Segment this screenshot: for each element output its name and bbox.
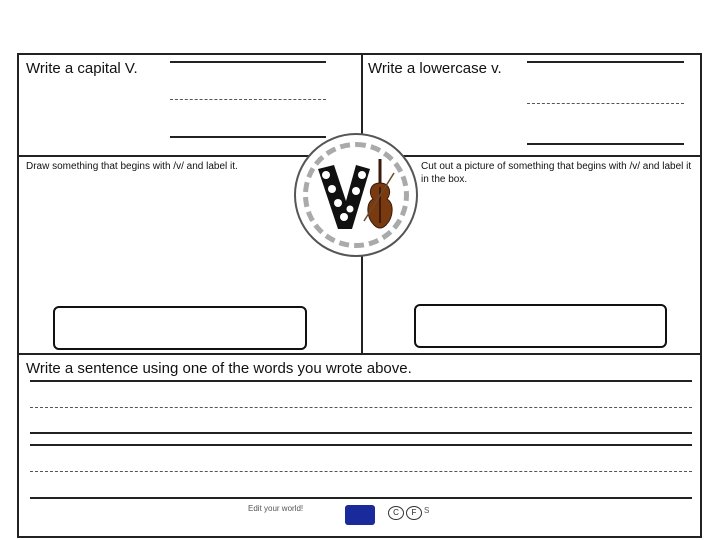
footer-text: Edit your world! [248,504,304,513]
sentence-line-1-base [30,432,692,434]
capital-v-prompt: Write a capital V. [26,60,138,77]
violin-icon [294,133,418,257]
capital-v-mid-line [170,99,326,100]
mark-s: S [424,506,430,515]
sentence-line-2-mid [30,471,692,472]
sentence-line-2-top [30,444,692,446]
lowercase-v-mid-line [527,103,684,104]
capital-v-top-line [170,61,326,63]
draw-label-box[interactable] [53,306,307,350]
letter-badge [294,133,418,257]
horizontal-divider-bottom [19,353,700,355]
cut-label-box[interactable] [414,304,667,348]
sentence-line-2-base [30,497,692,499]
sentence-line-1-mid [30,407,692,408]
sentence-line-1-top [30,380,692,382]
lowercase-v-base-line [527,143,684,145]
mark-f: F [406,506,422,520]
lowercase-v-prompt: Write a lowercase v. [368,60,502,77]
sentence-prompt: Write a sentence using one of the words you wrote above. [26,360,412,377]
draw-prompt: Draw something that begins with /v/ and label it. [26,161,238,172]
worksheet [17,53,702,538]
lowercase-v-top-line [527,61,684,63]
cut-prompt: Cut out a picture of something that begins with /v/ and label it in the box. [421,161,692,185]
mark-c: C [388,506,404,520]
logo-icon [345,505,375,525]
